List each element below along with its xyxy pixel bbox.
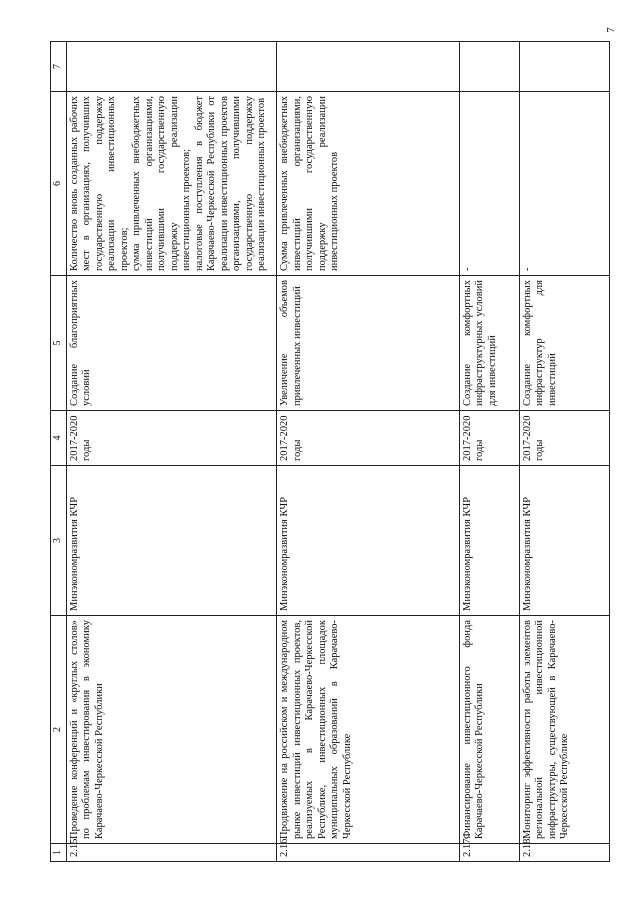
header-cell: 7 <box>51 42 67 92</box>
period-cell: 2017-2020 годы <box>277 411 460 466</box>
col7-cell <box>459 42 519 92</box>
header-cell: 2 <box>51 616 67 844</box>
table-row <box>66 42 277 862</box>
measure-cell: Проведение конференций и «круглых столов» по проблемам инвестирования в экономику Карачаево-Черкесской Республики <box>66 616 277 844</box>
indicator-text: Количество вновь созданных рабочих мест в организациях, получивших государственную поддержку реализации инвестиционных проектов; <box>68 96 130 271</box>
header-row <box>51 42 67 862</box>
row-number: 2.17. <box>459 844 519 862</box>
result-cell: Создание комфортных инфраструктур для инвестиций <box>519 276 609 411</box>
measure-cell: Финансирование инвестиционного фонда Карачаево-Черкесской Республики <box>459 616 519 844</box>
executor-cell: Минэкономразвития КЧР <box>277 466 460 616</box>
indicators-cell <box>519 92 609 276</box>
table-row <box>519 42 609 862</box>
executor-cell: Минэкономразвития КЧР <box>66 466 277 616</box>
table-row <box>459 42 519 862</box>
result-cell: Увеличение объемов привлеченных инвестиций <box>277 276 460 411</box>
executor-cell: Минэкономразвития КЧР <box>519 466 609 616</box>
indicators-cell <box>66 92 277 276</box>
indicator-text: - <box>521 267 533 271</box>
rotated-table-wrapper <box>50 42 610 862</box>
header-cell: 3 <box>51 466 67 616</box>
col7-cell <box>277 42 460 92</box>
result-cell: Создание благоприятных условий <box>66 276 277 411</box>
header-cell: 6 <box>51 92 67 276</box>
col7-cell <box>519 42 609 92</box>
table-row <box>277 42 460 862</box>
measures-table <box>50 41 610 862</box>
header-cell: 4 <box>51 411 67 466</box>
period-cell: 2017-2020 годы <box>66 411 277 466</box>
header-cell: 1 <box>51 844 67 862</box>
col7-cell <box>66 42 277 92</box>
indicator-text: налоговые поступления в бюджет Карачаево-Черкесской Республики от реализации инвестиционных проектов организациями, получившими государственную поддержку реализации инвестиционных проектов <box>193 96 267 271</box>
result-cell: Создание комфортных инфраструктурных условий для инвестиций <box>459 276 519 411</box>
executor-cell: Минэкономразвития КЧР <box>459 466 519 616</box>
row-number: 2.15. <box>66 844 277 862</box>
indicators-cell <box>459 92 519 276</box>
row-number: 2.16. <box>277 844 460 862</box>
measure-cell: Мониторинг эффективности работы элементов региональной инвестиционной инфраструктуры, существующей в Карачаево-Черкесской Республике <box>519 616 609 844</box>
indicator-text: - <box>461 267 473 271</box>
indicator-text: Сумма привлеченных внебюджетных инвестиций организациями, получившими государственную поддержку реализации инвестиционных проектов <box>279 96 341 271</box>
period-cell: 2017-2020 годы <box>519 411 609 466</box>
indicator-text: сумма привлеченных внебюджетных инвестиций организациями, получившими государственную поддержку реализации инвестиционных проектов; <box>131 96 192 271</box>
period-cell: 2017-2020 годы <box>459 411 519 466</box>
indicators-cell <box>277 92 460 276</box>
row-number: 2.18. <box>519 844 609 862</box>
page-number: 7 <box>604 27 617 33</box>
header-cell: 5 <box>51 276 67 411</box>
measure-cell: Продвижение на российском и международном рынке инвестиций инвестиционных проектов, реализуемых в Карачаево-Черкесской Республике, инвестиционных площадок муниципальных образований в Карачаево-Черкесской Республике <box>277 616 460 844</box>
